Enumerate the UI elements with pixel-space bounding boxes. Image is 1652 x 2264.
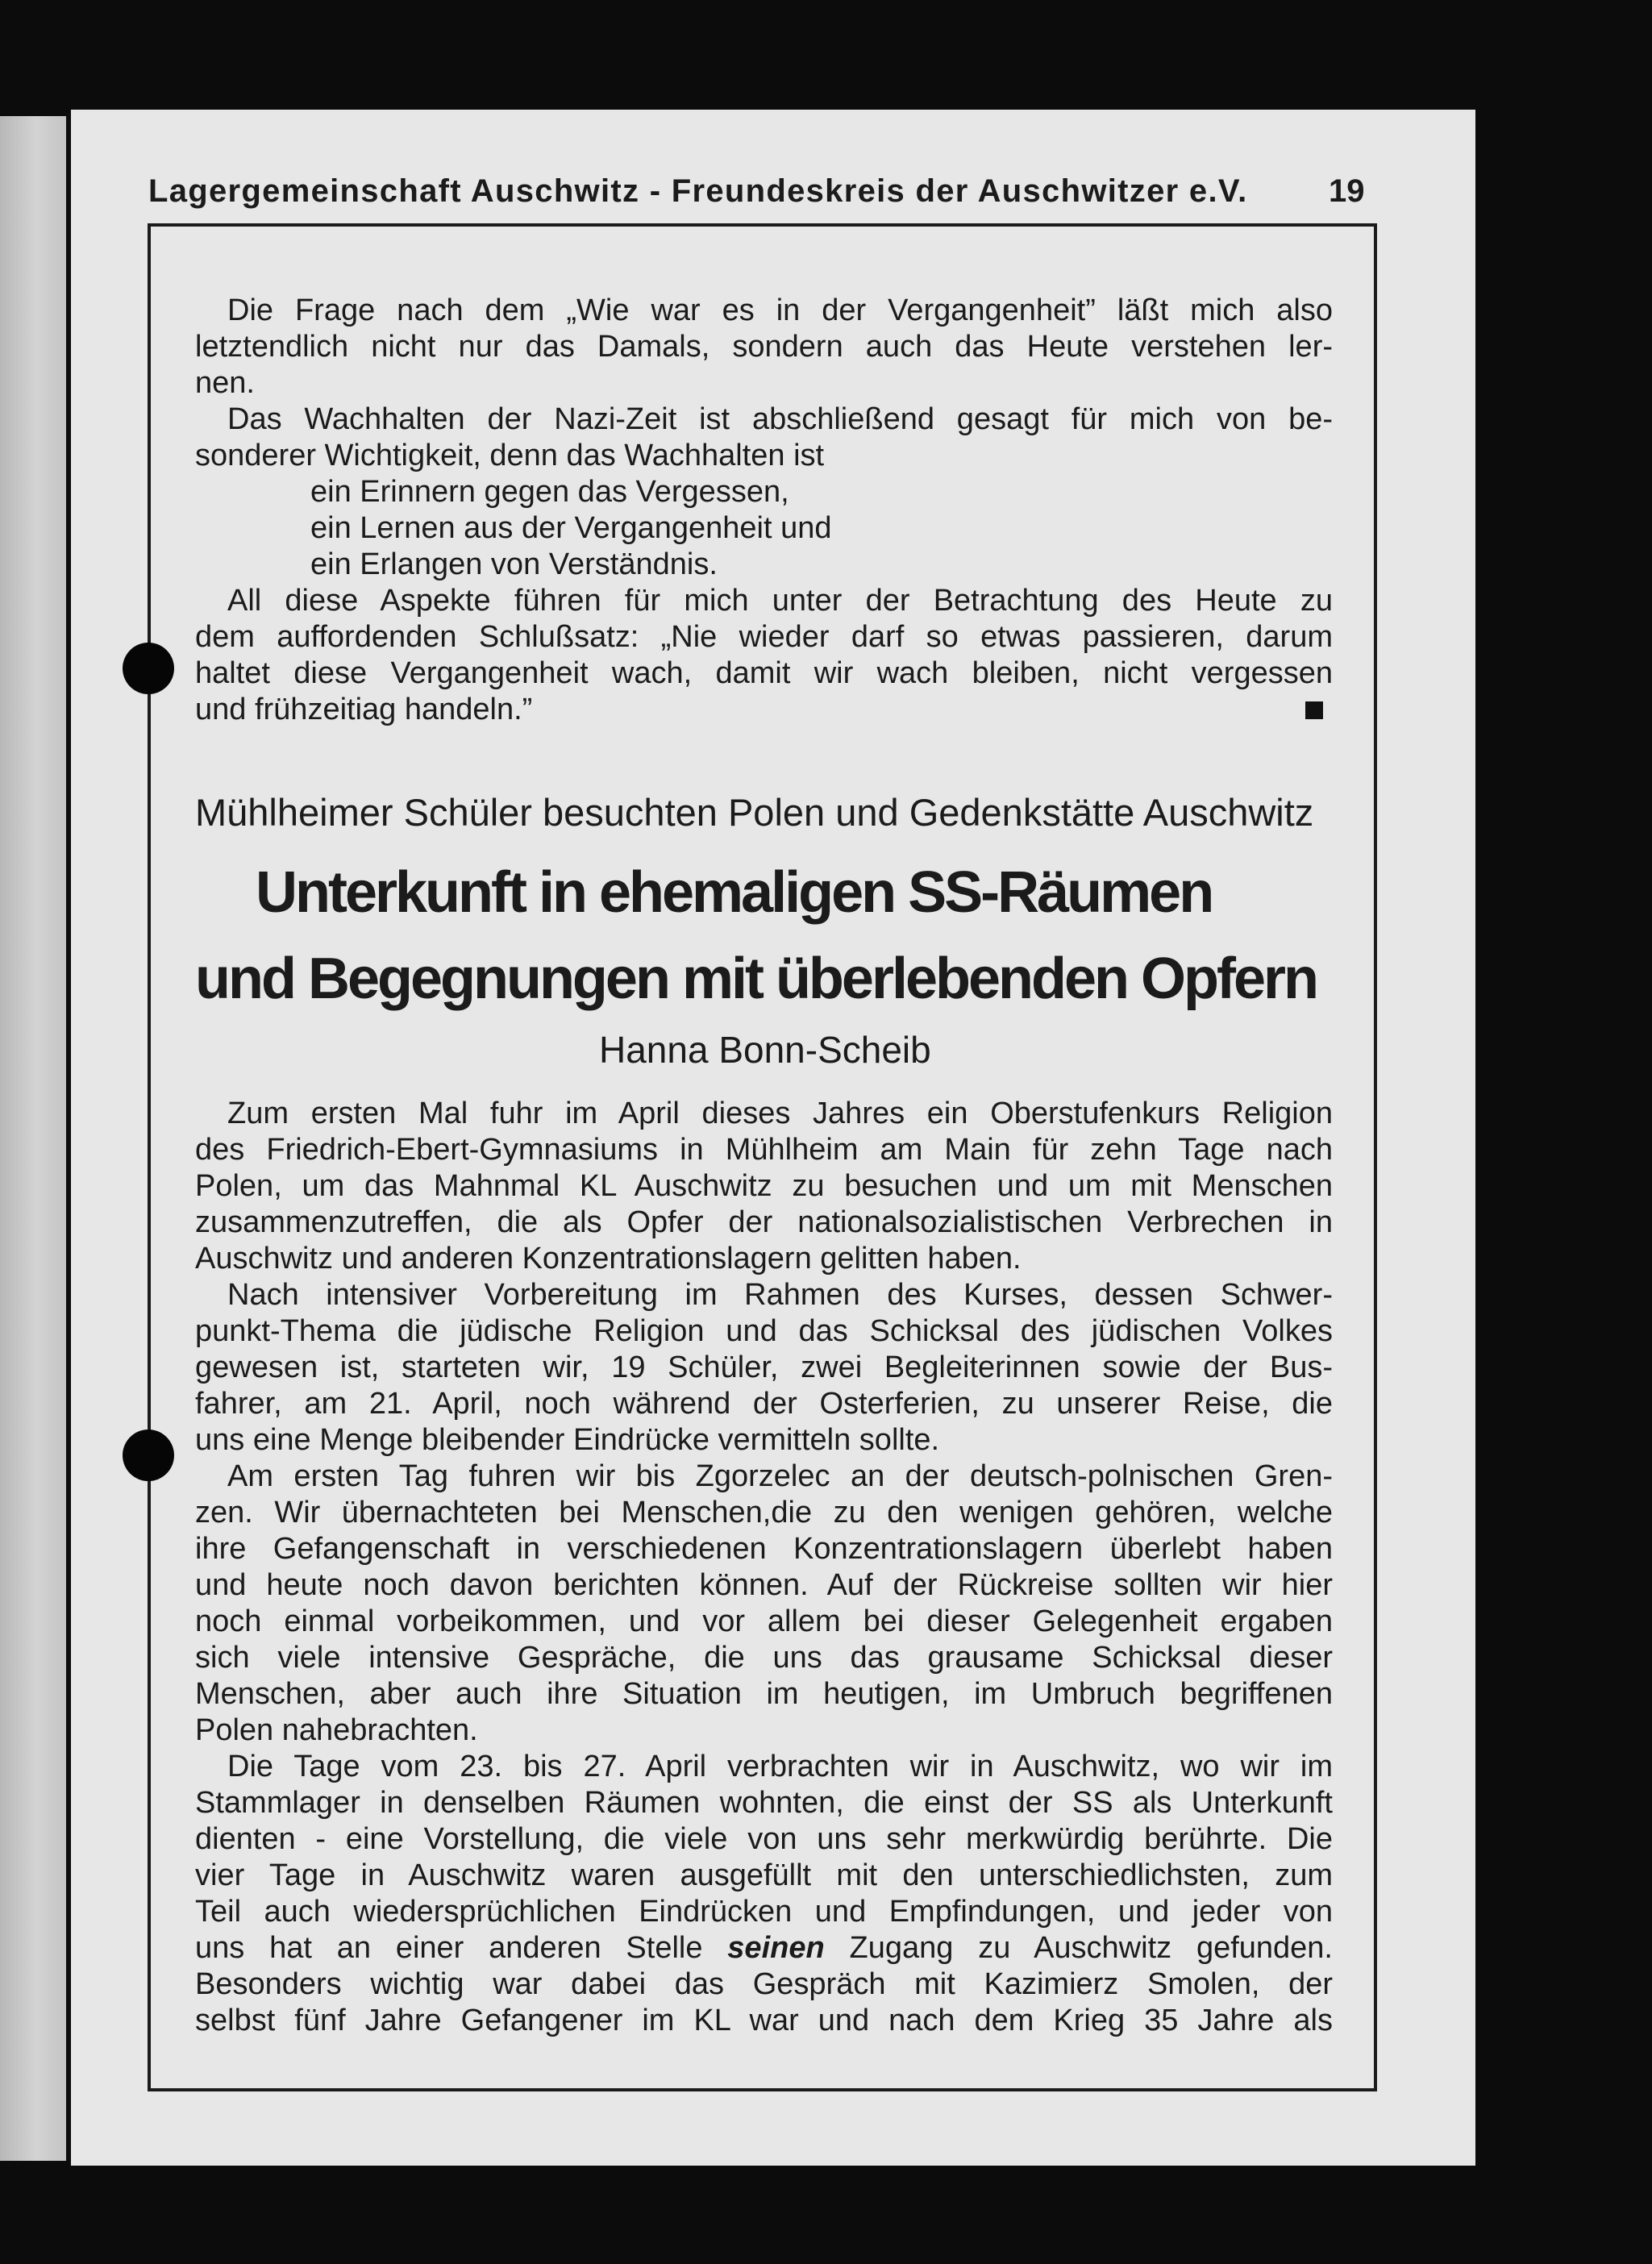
- adjacent-page-edge: [0, 116, 66, 2161]
- text-line: uns eine Menge bleibender Eindrücke vermitteln sollte.: [195, 1423, 940, 1457]
- text-line: Auschwitz und anderen Konzentrationslagern gelitten haben.: [195, 1242, 1022, 1276]
- text-line: dem auffordenden Schlußsatz: „Nie wieder darf so etwas passieren, darum: [195, 620, 1333, 654]
- paragraph: [195, 1459, 1333, 1749]
- text-line: vier Tage in Auschwitz waren ausgefüllt mit den unterschiedlichsten, zum: [195, 1858, 1333, 1892]
- text-line: Polen nahebrachten.: [195, 1713, 478, 1747]
- text-line: ihre Gefangenschaft in verschiedenen Konzentrationslagern überlebt haben: [195, 1532, 1333, 1566]
- punch-hole: [123, 1430, 174, 1481]
- article-body: [195, 1096, 1333, 2039]
- text-line: Besonders wichtig war dabei das Gespräch mit Kazimierz Smolen, der: [195, 1967, 1333, 2001]
- text-line: des Friedrich-Ebert-Gymnasiums in Mühlheim am Main für zehn Tage nach: [195, 1133, 1333, 1167]
- article-title-line-2: und Begegnungen mit überlebenden Opfern: [195, 947, 1317, 1011]
- text-line: [195, 692, 1333, 728]
- text-line: Teil auch wiedersprüchlichen Eindrücken und Empfindungen, und jeder von: [195, 1895, 1333, 1929]
- text-line: Die Frage nach dem „Wie war es in der Vergangenheit” läßt mich also: [227, 293, 1333, 327]
- text-line: Nach intensiver Vorbereitung im Rahmen des Kurses, dessen Schwer-: [227, 1278, 1333, 1312]
- end-mark-icon: [1305, 701, 1323, 719]
- running-header: Lagergemeinschaft Auschwitz - Freundeskreis der Auschwitzer e.V.: [148, 173, 1248, 209]
- previous-article-closing: [195, 293, 1333, 728]
- text-line: Polen, um das Mahnmal KL Auschwitz zu besuchen und um mit Menschen: [195, 1169, 1333, 1203]
- paragraph: [195, 1096, 1333, 1277]
- text-line: Zum ersten Mal fuhr im April dieses Jahres ein Oberstufenkurs Religion: [227, 1097, 1333, 1130]
- paragraph: [195, 583, 1333, 728]
- article-title-line-1: Unterkunft in ehemaligen SS-Räumen: [256, 860, 1213, 925]
- newsletter-page: [71, 110, 1475, 2166]
- article-author: Hanna Bonn-Scheib: [599, 1029, 931, 1071]
- paragraph: [195, 402, 1333, 583]
- indented-line: ein Erlangen von Verständnis.: [310, 547, 718, 581]
- text-line: [195, 1930, 1333, 1966]
- text-line: noch einmal vorbeikommen, und vor allem bei dieser Gelegenheit ergaben: [195, 1604, 1333, 1638]
- emphasized-word: seinen: [727, 1931, 825, 1965]
- text-line: punkt-Thema die jüdische Religion und das Schicksal des jüdischen Volkes: [195, 1314, 1333, 1348]
- paragraph: [195, 1277, 1333, 1459]
- text-line: sonderer Wichtigkeit, denn das Wachhalten ist: [195, 439, 825, 472]
- text-line: zen. Wir übernachteten bei Menschen,die zu den wenigen gehören, welche: [195, 1496, 1333, 1529]
- text-line-content: und frühzeitiag handeln.”: [195, 693, 533, 726]
- text-segment: uns hat an einer anderen Stelle: [195, 1931, 728, 1965]
- punch-hole: [123, 643, 174, 694]
- text-line: Stammlager in denselben Räumen wohnten, die einst der SS als Unterkunft: [195, 1786, 1333, 1820]
- text-line: fahrer, am 21. April, noch während der Osterferien, zu unserer Reise, die: [195, 1387, 1333, 1421]
- text-line: gewesen ist, starteten wir, 19 Schüler, zwei Begleiterinnen sowie der Bus-: [195, 1350, 1333, 1384]
- paragraph: [195, 1749, 1333, 2039]
- indented-line: ein Lernen aus der Vergangenheit und: [310, 511, 832, 545]
- paragraph: [195, 293, 1333, 402]
- text-line: zusammenzutreffen, die als Opfer der nationalsozialistischen Verbrechen in: [195, 1205, 1333, 1239]
- text-line: und heute noch davon berichten können. Auf der Rückreise sollten wir hier: [195, 1568, 1333, 1602]
- page-number: 19: [1329, 173, 1365, 209]
- text-segment: Zugang zu Auschwitz gefunden.: [824, 1931, 1333, 1965]
- text-line: dienten - eine Vorstellung, die viele von uns sehr merkwürdig berührte. Die: [195, 1822, 1333, 1856]
- text-line: Menschen, aber auch ihre Situation im heutigen, im Umbruch begriffenen: [195, 1677, 1333, 1711]
- text-line: All diese Aspekte führen für mich unter der Betrachtung des Heute zu: [227, 584, 1333, 618]
- text-line: Am ersten Tag fuhren wir bis Zgorzelec an der deutsch-polnischen Gren-: [227, 1459, 1333, 1493]
- text-line: selbst fünf Jahre Gefangener im KL war und nach dem Krieg 35 Jahre als: [195, 2004, 1333, 2037]
- text-line: sich viele intensive Gespräche, die uns das grausame Schicksal dieser: [195, 1641, 1333, 1675]
- article-kicker: Mühlheimer Schüler besuchten Polen und Gedenkstätte Auschwitz: [195, 791, 1314, 834]
- text-line: letztendlich nicht nur das Damals, sondern auch das Heute verstehen ler-: [195, 330, 1333, 364]
- text-line: nen.: [195, 366, 255, 400]
- text-line: Das Wachhalten der Nazi-Zeit ist abschließend gesagt für mich von be-: [227, 402, 1333, 436]
- text-line: haltet diese Vergangenheit wach, damit wir wach bleiben, nicht vergessen: [195, 656, 1333, 690]
- text-line: Die Tage vom 23. bis 27. April verbrachten wir in Auschwitz, wo wir im: [227, 1750, 1333, 1783]
- indented-line: ein Erinnern gegen das Vergessen,: [310, 475, 789, 509]
